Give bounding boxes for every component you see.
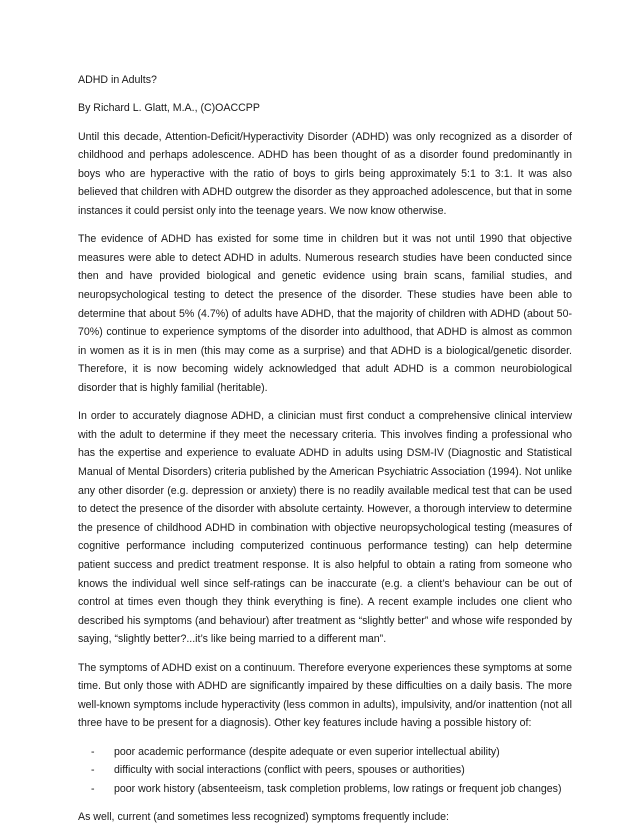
list-item bbox=[78, 761, 572, 780]
paragraph-symptoms: The symptoms of ADHD exist on a continuum. Therefore everyone experiences these symptoms at some time. But only those with ADHD are significantly impaired by these difficulties on a daily basis. The more well-known symptoms include hyperactivity (less common in adults), impulsivity, and/or inattention (not all three have to be present for a diagnosis). Other key features include having a possible history of: bbox=[78, 661, 572, 730]
paragraph-evidence: The evidence of ADHD has existed for some time in children but it was not until 1990 that objective measures were able to detect ADHD in adults. Numerous research studies have been conducted since then and have provided biological and genetic evidence using brain scans, familial studies, and neuropsychological testing to detect the presence of the disorder. These studies have been able to determine that about 5% (4.7%) of adults have ADHD, that the majority of children with ADHD (about 50-70%) continue to experience symptoms of the disorder into adulthood, that ADHD is almost as common in women as it is in men (this may come as a surprise) and that ADHD is a biological/genetic disorder. Therefore, it is now becoming widely acknowledged that adult ADHD is a common neurobiological disorder that is highly familial (heritable). bbox=[78, 233, 572, 394]
bullet-dash: - bbox=[91, 745, 95, 758]
history-list bbox=[78, 743, 572, 799]
paragraph-closing: As well, current (and sometimes less recognized) symptoms frequently include: bbox=[78, 811, 449, 824]
document-title: ADHD in Adults? bbox=[78, 74, 157, 86]
paragraph-history: Until this decade, Attention-Deficit/Hyperactivity Disorder (ADHD) was only recognized as a disorder of childhood and perhaps adolescence. ADHD has been thought of as a disorder found predominantly in boys who are hyperactive with the ratio of boys to girls being approximately 5:1 to 3:1. It was also believed that children with ADHD outgrew the disorder as they approached adolescence, but that in some instances it could persist only into the teenage years. We now know otherwise. bbox=[78, 130, 572, 217]
list-item-text: difficulty with social interactions (conflict with peers, spouses or authorities) bbox=[114, 764, 465, 777]
list-item-text: poor academic performance (despite adequate or even superior intellectual ability) bbox=[114, 745, 500, 758]
list-item bbox=[78, 780, 572, 799]
bullet-dash: - bbox=[91, 764, 95, 777]
document-page bbox=[78, 71, 572, 836]
paragraph-diagnosis: In order to accurately diagnose ADHD, a clinician must first conduct a comprehensive clinical interview with the adult to determine if they meet the necessary criteria. This involves finding a professional who has the expertise and experience to evaluate ADHD in adults using DSM-IV (Diagnostic and Statistical Manual of Mental Disorders) criteria published by the American Psychiatric Association (1994). Not unlike any other disorder (e.g. depression or anxiety) there is no readily available medical test that can be used to detect the presence of the disorder with absolute certainty. However, a thorough interview to determine the presence of childhood ADHD in combination with objective neuropsychological testing (measures of cognitive performance including computerized continuous performance testing) can help determine patient success and predict treatment response. It is also helpful to obtain a rating from someone who knows the individual well since self-ratings can be inaccurate (e.g. a client’s behaviour can be out of control at times even though they think everything is fine). A recent example includes one client who described his symptoms (and behaviour) after treatment as “slightly better” and whose wife responded by saying, “slightly better?...it’s like being married to a different man”. bbox=[78, 410, 572, 646]
author-byline: By Richard L. Glatt, M.A., (C)OACCPP bbox=[78, 102, 260, 115]
list-item bbox=[78, 743, 572, 762]
list-item-text: poor work history (absenteeism, task completion problems, low ratings or frequent job changes) bbox=[114, 782, 562, 795]
bullet-dash: - bbox=[91, 782, 95, 795]
